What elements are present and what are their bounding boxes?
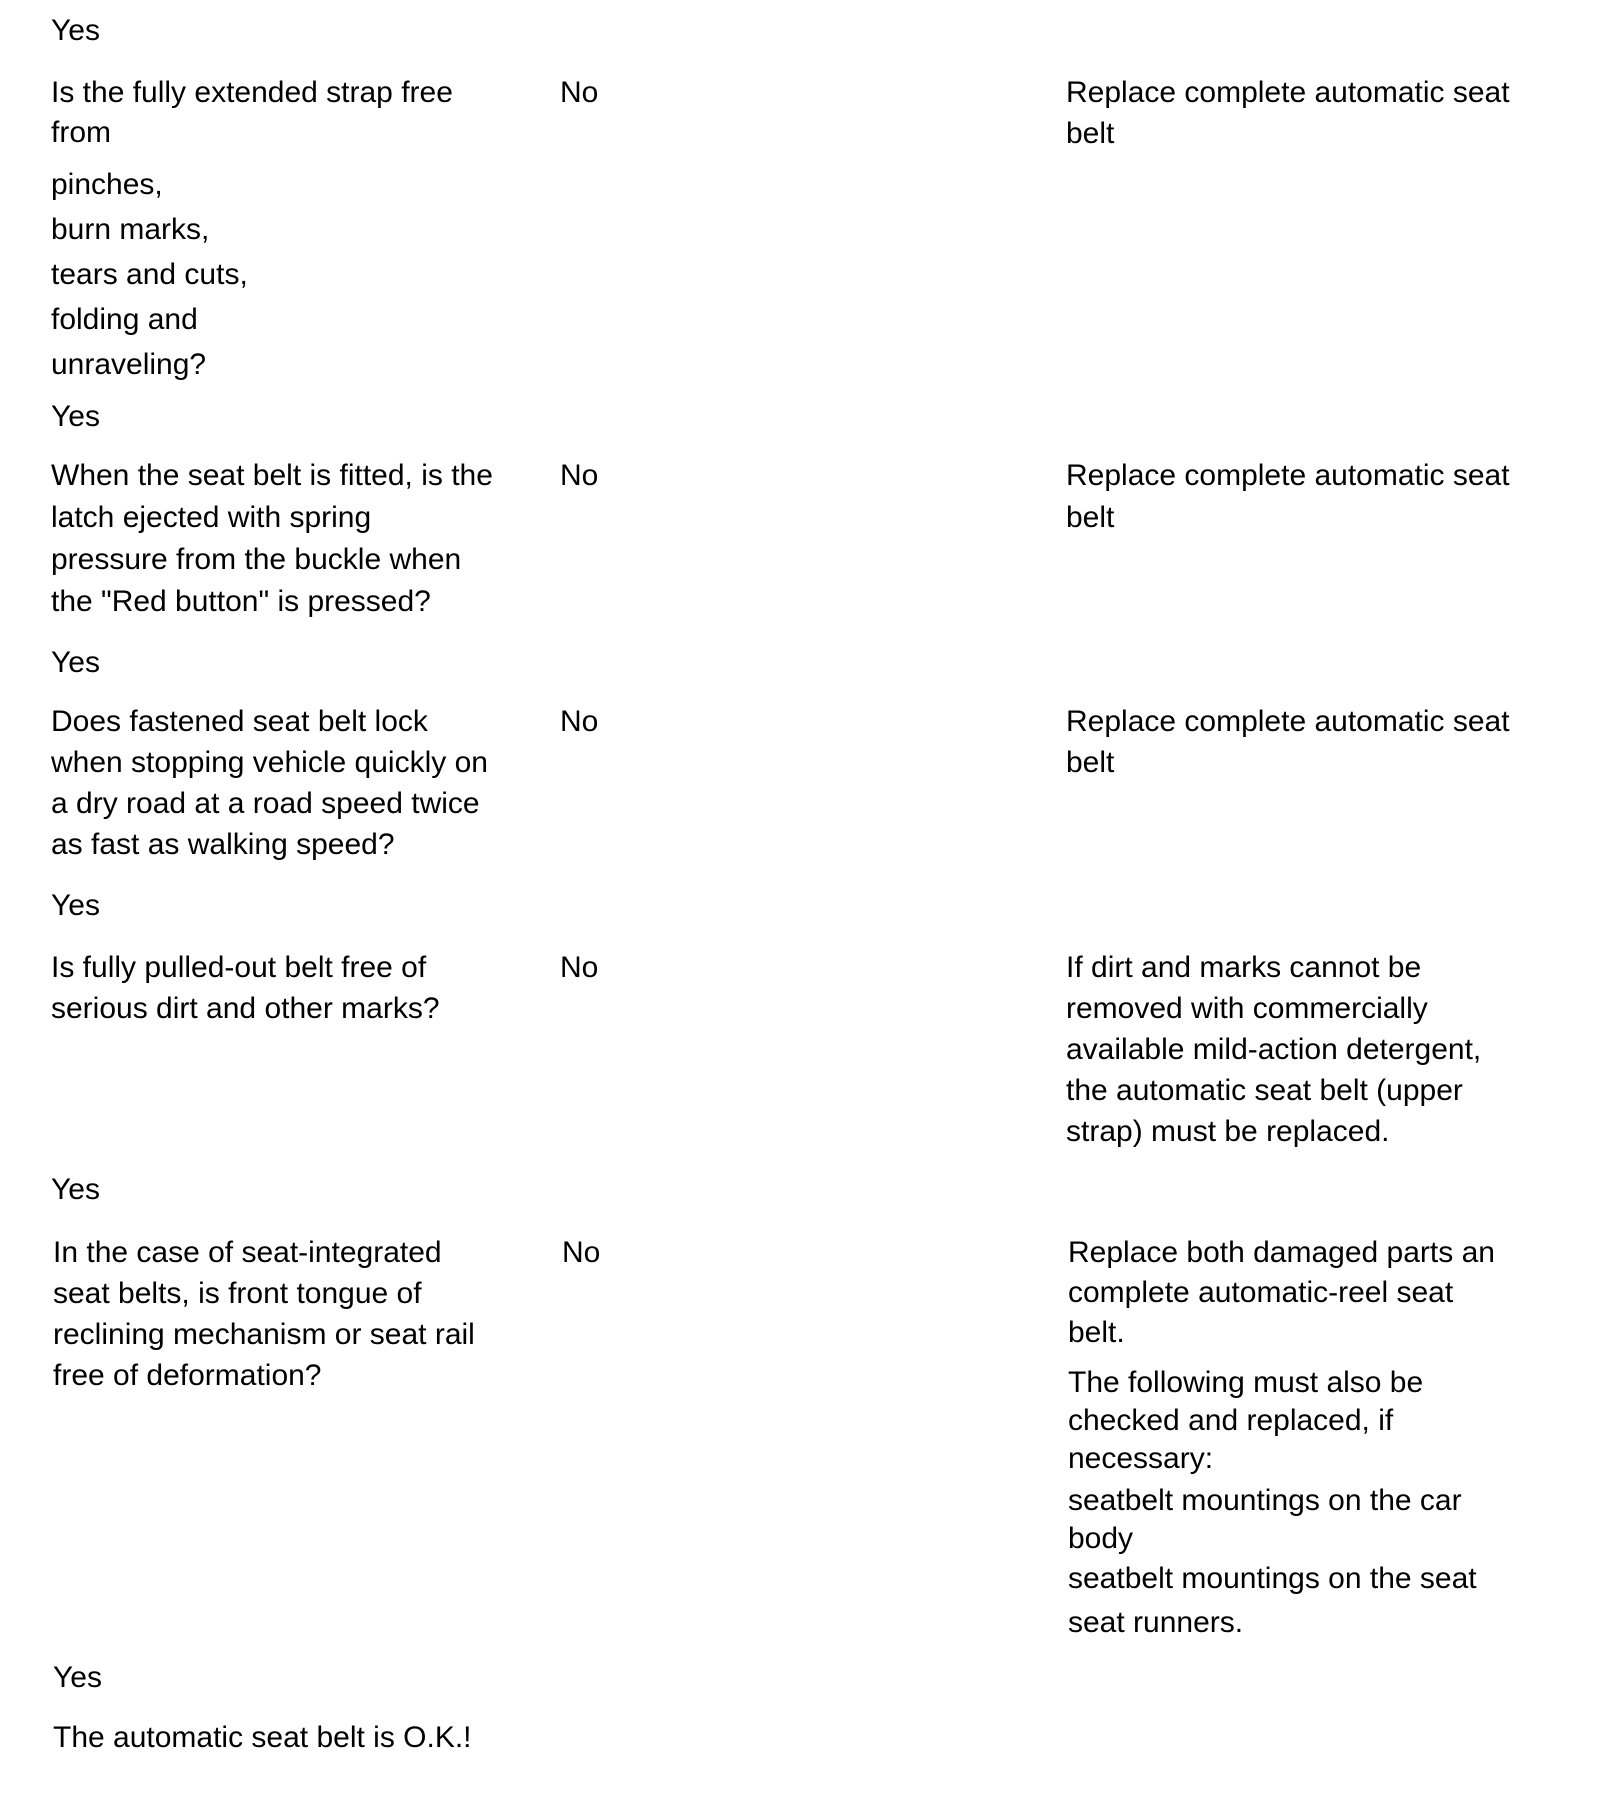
yes-label-intro: Yes — [51, 14, 100, 47]
remedy-4-line: the automatic seat belt (upper — [1066, 1074, 1463, 1107]
remedy-4-line: strap) must be replaced. — [1066, 1115, 1390, 1148]
question-1-line: folding and — [51, 303, 198, 336]
remedy-2-line: Replace complete automatic seat — [1066, 459, 1510, 492]
remedy-5 — [1068, 1238, 1495, 1648]
no-label-3: No — [560, 705, 599, 738]
question-2-line: latch ejected with spring — [51, 501, 372, 534]
question-5-line: reclining mechanism or seat rail — [53, 1318, 475, 1351]
remedy-5-line: necessary: — [1068, 1442, 1214, 1475]
remedy-5-line: The following must also be — [1068, 1366, 1424, 1399]
question-4 — [51, 953, 440, 1035]
no-label-1: No — [560, 76, 599, 109]
question-1-line: from — [51, 116, 111, 149]
question-4-line: Is fully pulled-out belt free of — [51, 951, 427, 984]
question-5-line: In the case of seat-integrated — [53, 1236, 442, 1269]
question-1-line: unraveling? — [51, 348, 207, 381]
question-1 — [51, 78, 453, 395]
question-1-line: pinches, — [51, 168, 163, 201]
remedy-5-line: seat runners. — [1068, 1606, 1244, 1639]
remedy-4-line: If dirt and marks cannot be — [1066, 951, 1422, 984]
question-5 — [53, 1238, 475, 1402]
remedy-1 — [1066, 78, 1510, 160]
question-2-line: the "Red button" is pressed? — [51, 585, 431, 618]
question-4-line: serious dirt and other marks? — [51, 992, 440, 1025]
remedy-4-line: removed with commercially — [1066, 992, 1428, 1025]
question-2-line: When the seat belt is fitted, is the — [51, 459, 493, 492]
remedy-5-line: seatbelt mountings on the seat — [1068, 1562, 1477, 1595]
question-3-line: as fast as walking speed? — [51, 828, 395, 861]
conclusion-text: The automatic seat belt is O.K.! — [53, 1721, 472, 1754]
remedy-5-line: belt. — [1068, 1316, 1125, 1349]
remedy-5-line: Replace both damaged parts an — [1068, 1236, 1495, 1269]
question-5-line: seat belts, is front tongue of — [53, 1277, 422, 1310]
remedy-2 — [1066, 461, 1510, 545]
question-3-line: when stopping vehicle quickly on — [51, 746, 488, 779]
yes-label-5: Yes — [53, 1661, 102, 1694]
remedy-1-line: belt — [1066, 117, 1115, 150]
question-2-line: pressure from the buckle when — [51, 543, 462, 576]
remedy-3 — [1066, 707, 1510, 789]
remedy-4-line: available mild-action detergent, — [1066, 1033, 1482, 1066]
remedy-5-line: seatbelt mountings on the car — [1068, 1484, 1462, 1517]
remedy-4 — [1066, 953, 1481, 1158]
no-label-5: No — [562, 1236, 601, 1269]
question-2 — [51, 461, 493, 629]
yes-label-2: Yes — [51, 646, 100, 679]
remedy-1-line: Replace complete automatic seat — [1066, 76, 1510, 109]
yes-label-4: Yes — [51, 1173, 100, 1206]
yes-label-3: Yes — [51, 889, 100, 922]
question-5-line: free of deformation? — [53, 1359, 322, 1392]
remedy-3-line: Replace complete automatic seat — [1066, 705, 1510, 738]
question-1-line: burn marks, — [51, 213, 210, 246]
remedy-3-line: belt — [1066, 746, 1115, 779]
yes-label-1: Yes — [51, 400, 100, 433]
question-3 — [51, 707, 488, 871]
remedy-5-line: body — [1068, 1522, 1134, 1555]
remedy-5-line: checked and replaced, if — [1068, 1404, 1394, 1437]
remedy-5-line: complete automatic-reel seat — [1068, 1276, 1454, 1309]
no-label-2: No — [560, 459, 599, 492]
question-1-line: tears and cuts, — [51, 258, 248, 291]
question-3-line: a dry road at a road speed twice — [51, 787, 480, 820]
question-1-line: Is the fully extended strap free — [51, 76, 453, 109]
remedy-2-line: belt — [1066, 501, 1115, 534]
no-label-4: No — [560, 951, 599, 984]
question-3-line: Does fastened seat belt lock — [51, 705, 428, 738]
